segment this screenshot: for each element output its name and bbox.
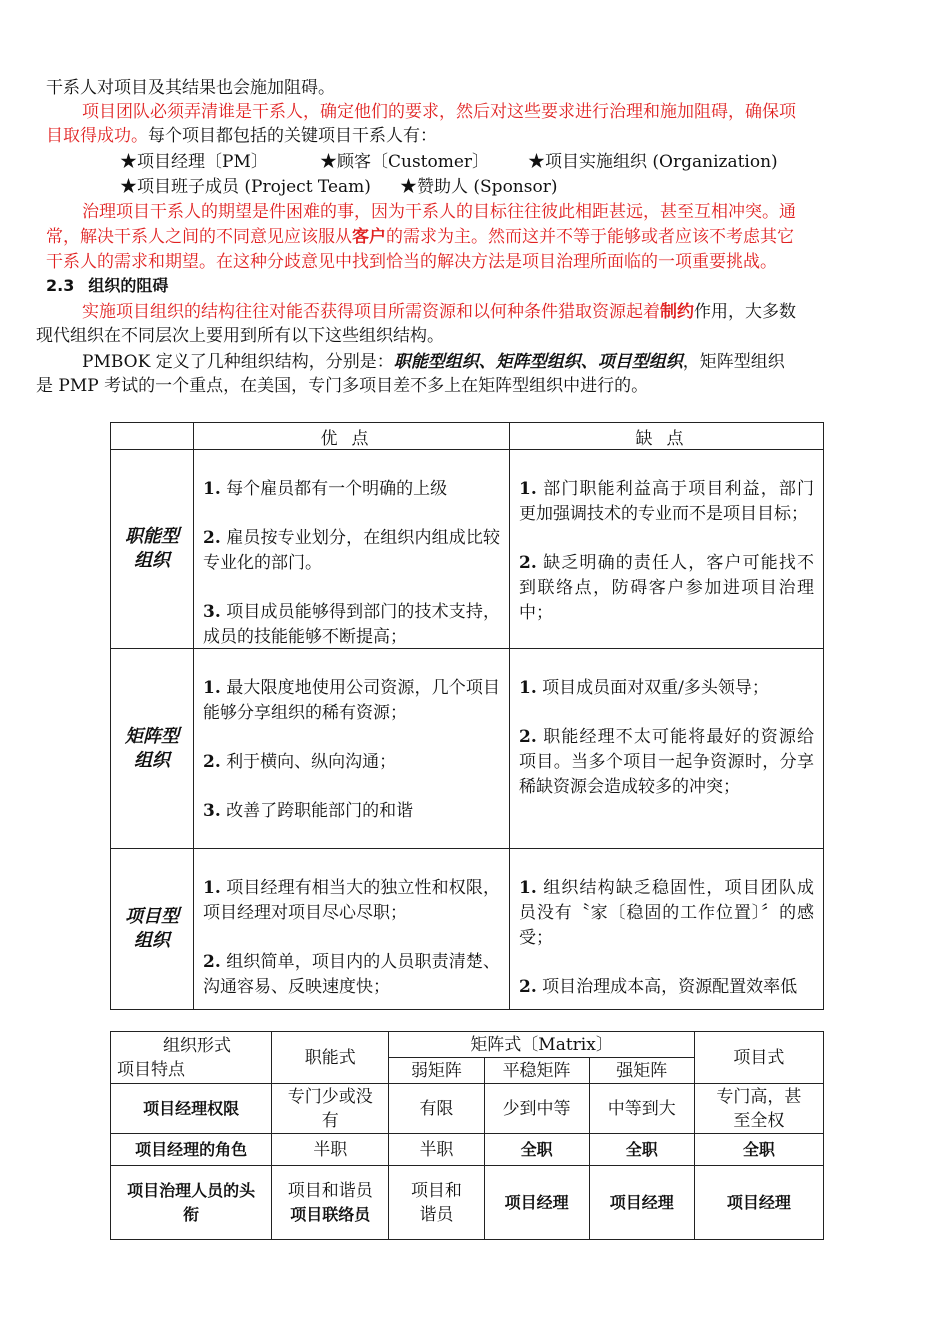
section-p2-line2: 是 PMP 考试的一个重点，在美国，专门多项目差不多上在矩阵型组织中进行的。 bbox=[36, 376, 649, 396]
col-project: 项目式 bbox=[694, 1032, 823, 1084]
list-item: 1. 部门职能利益高于项目利益，部门更加强调技术的专业而不是项目目标； bbox=[519, 479, 814, 524]
section-heading bbox=[46, 274, 168, 298]
col-matrix: 矩阵式〔Matrix〕 bbox=[389, 1032, 694, 1058]
list-item: 1. 最大限度地使用公司资源，几个项目能够分享组织的稀有资源； bbox=[203, 678, 500, 723]
header-empty bbox=[111, 423, 194, 450]
row-label-project: 项目型组织 bbox=[111, 849, 194, 1010]
intro-line-1: 干系人对项目及其结果也会施加阻碍。 bbox=[46, 78, 335, 98]
list-item: 2. 雇员按专业划分，在组织内组成比较专业化的部门。 bbox=[203, 528, 500, 573]
intro-para2-line1: 项目团队必须弄清谁是干系人，确定他们的要求，然后对这些要求进行治理和施加阻碍，确保项 bbox=[82, 102, 796, 122]
col-strong: 强矩阵 bbox=[589, 1058, 694, 1084]
cell-project: 全职 bbox=[694, 1134, 823, 1166]
table-row bbox=[111, 649, 824, 849]
table-row bbox=[111, 1084, 824, 1134]
intro-para3-line1: 治理项目干系人的期望是件困难的事，因为干系人的目标往往彼此相距甚远，甚至互相冲突。通 bbox=[82, 202, 796, 222]
pros-cell bbox=[194, 849, 510, 1010]
list-item: 3. 改善了跨职能部门的和谐 bbox=[203, 801, 414, 821]
list-item: 1. 项目经理有相当大的独立性和权限，项目经理对项目尽心尽职； bbox=[203, 878, 500, 923]
intro-para2-red: 目取得成功。 bbox=[46, 126, 148, 146]
intro-para3-c: 的需求为主。然而这并不等于能够或者应该不考虑其它 bbox=[386, 227, 794, 247]
col-weak: 弱矩阵 bbox=[389, 1058, 484, 1084]
section-p2-types: 职能型组织、矩阵型组织、项目型组织 bbox=[393, 352, 683, 372]
section-p1-bold: 制约 bbox=[660, 302, 694, 322]
list-item: 1. 每个雇员都有一个明确的上级 bbox=[203, 479, 448, 499]
cell-strong: 全职 bbox=[589, 1134, 694, 1166]
section-p2-line1 bbox=[82, 350, 785, 374]
intro-para3-a: 常，解决干系人之间的不同意见应该服从 bbox=[46, 227, 352, 247]
cell-project: 项目经理 bbox=[694, 1166, 823, 1240]
list-item: 2. 缺乏明确的责任人，客户可能找不到联络点，防碍客户参加进项目治理中； bbox=[519, 553, 814, 623]
cell-weak: 项目和谐员 bbox=[389, 1166, 484, 1240]
cell-balanced: 项目经理 bbox=[484, 1166, 589, 1240]
intro-para2-black: 每个项目都包括的关键项目干系人有： bbox=[148, 126, 437, 146]
functional-title-b: 项目联络员 bbox=[290, 1204, 371, 1224]
stakeholder-team: ★项目班子成员 (Project Team) bbox=[120, 177, 371, 197]
section-p1-line2: 现代组织在不同层次上要用到所有以下这些组织结构。 bbox=[36, 326, 444, 346]
row-label-authority: 项目经理权限 bbox=[111, 1084, 272, 1134]
functional-title-a: 项目和谐员 bbox=[287, 1180, 373, 1201]
stakeholder-customer: ★顾客〔Customer〕 bbox=[320, 152, 490, 172]
cons-cell bbox=[510, 849, 824, 1010]
col-balanced: 平稳矩阵 bbox=[484, 1058, 589, 1084]
cons-cell bbox=[510, 450, 824, 649]
list-item: 1. 项目成员面对双重/多头领导； bbox=[519, 678, 769, 698]
cons-cell bbox=[510, 649, 824, 849]
header-cons: 缺点 bbox=[510, 423, 824, 450]
section-title: 组织的阻碍 bbox=[88, 276, 169, 295]
corner-bottom: 项目特点 bbox=[117, 1059, 185, 1080]
intro-para3-line3: 干系人的需求和期望。在这种分歧意见中找到恰当的解决方法是项目治理所面临的一项重要挑战。 bbox=[46, 252, 777, 272]
stakeholder-pm: ★项目经理〔PM〕 bbox=[120, 152, 268, 172]
table-row bbox=[111, 1166, 824, 1240]
list-item: 2. 组织简单，项目内的人员职责清楚、沟通容易、反映速度快； bbox=[203, 952, 500, 997]
row-label-matrix: 矩阵型组织 bbox=[111, 649, 194, 849]
table-row bbox=[111, 1134, 824, 1166]
list-item: 2. 利于横向、纵向沟通； bbox=[203, 752, 397, 772]
section-p1-red: 实施项目组织的结构往往对能否获得项目所需资源和以何种条件猎取资源起着 bbox=[82, 302, 660, 322]
cell-functional bbox=[272, 1166, 389, 1240]
pros-cell bbox=[194, 649, 510, 849]
section-p1-rest: 作用，大多数 bbox=[694, 302, 796, 322]
cell-weak: 半职 bbox=[389, 1134, 484, 1166]
cell-project: 专门高，甚至全权 bbox=[694, 1084, 823, 1134]
cell-balanced: 少到中等 bbox=[484, 1084, 589, 1134]
org-pros-cons-table bbox=[110, 422, 824, 1010]
cell-weak: 有限 bbox=[389, 1084, 484, 1134]
section-p2-a: PMBOK 定义了几种组织结构，分别是： bbox=[82, 352, 394, 372]
cell-functional: 半职 bbox=[272, 1134, 389, 1166]
section-number: 2.3 bbox=[46, 276, 75, 295]
list-item: 1. 组织结构缺乏稳固性，项目团队成员没有〝家〔稳固的工作位置〕〞的感受； bbox=[519, 878, 814, 948]
table-row bbox=[111, 849, 824, 1010]
pros-cell bbox=[194, 450, 510, 649]
stakeholder-sponsor: ★赞助人 (Sponsor) bbox=[400, 177, 558, 197]
org-comparison-table bbox=[110, 1031, 824, 1240]
corner-top: 组织形式 bbox=[163, 1035, 231, 1056]
list-item: 2. 项目治理成本高，资源配置效率低 bbox=[519, 977, 798, 997]
corner-cell bbox=[111, 1032, 272, 1084]
section-p1-line1 bbox=[82, 300, 796, 324]
cell-strong: 中等到大 bbox=[589, 1084, 694, 1134]
stakeholder-organization: ★项目实施组织 (Organization) bbox=[528, 152, 778, 172]
intro-para2-line2 bbox=[46, 124, 437, 148]
row-label-role: 项目经理的角色 bbox=[111, 1134, 272, 1166]
list-item: 2. 职能经理不太可能将最好的资源给项目。当多个项目一起争资源时，分享稀缺资源会造成较多的冲突； bbox=[519, 727, 814, 797]
table-row bbox=[111, 450, 824, 649]
col-functional: 职能式 bbox=[272, 1032, 389, 1084]
cell-strong: 项目经理 bbox=[589, 1166, 694, 1240]
cell-functional: 专门少或没有 bbox=[272, 1084, 389, 1134]
header-pros: 优点 bbox=[194, 423, 510, 450]
intro-para3-customer: 客户 bbox=[352, 227, 386, 247]
section-p2-c: ，矩阵型组织 bbox=[682, 352, 785, 372]
list-item: 3. 项目成员能够得到部门的技术支持，成员的技能能够不断提高； bbox=[203, 602, 500, 647]
row-label-functional: 职能型组织 bbox=[111, 450, 194, 649]
cell-balanced: 全职 bbox=[484, 1134, 589, 1166]
intro-para3-line2 bbox=[46, 225, 794, 249]
row-label-title: 项目治理人员的头衔 bbox=[111, 1166, 272, 1240]
